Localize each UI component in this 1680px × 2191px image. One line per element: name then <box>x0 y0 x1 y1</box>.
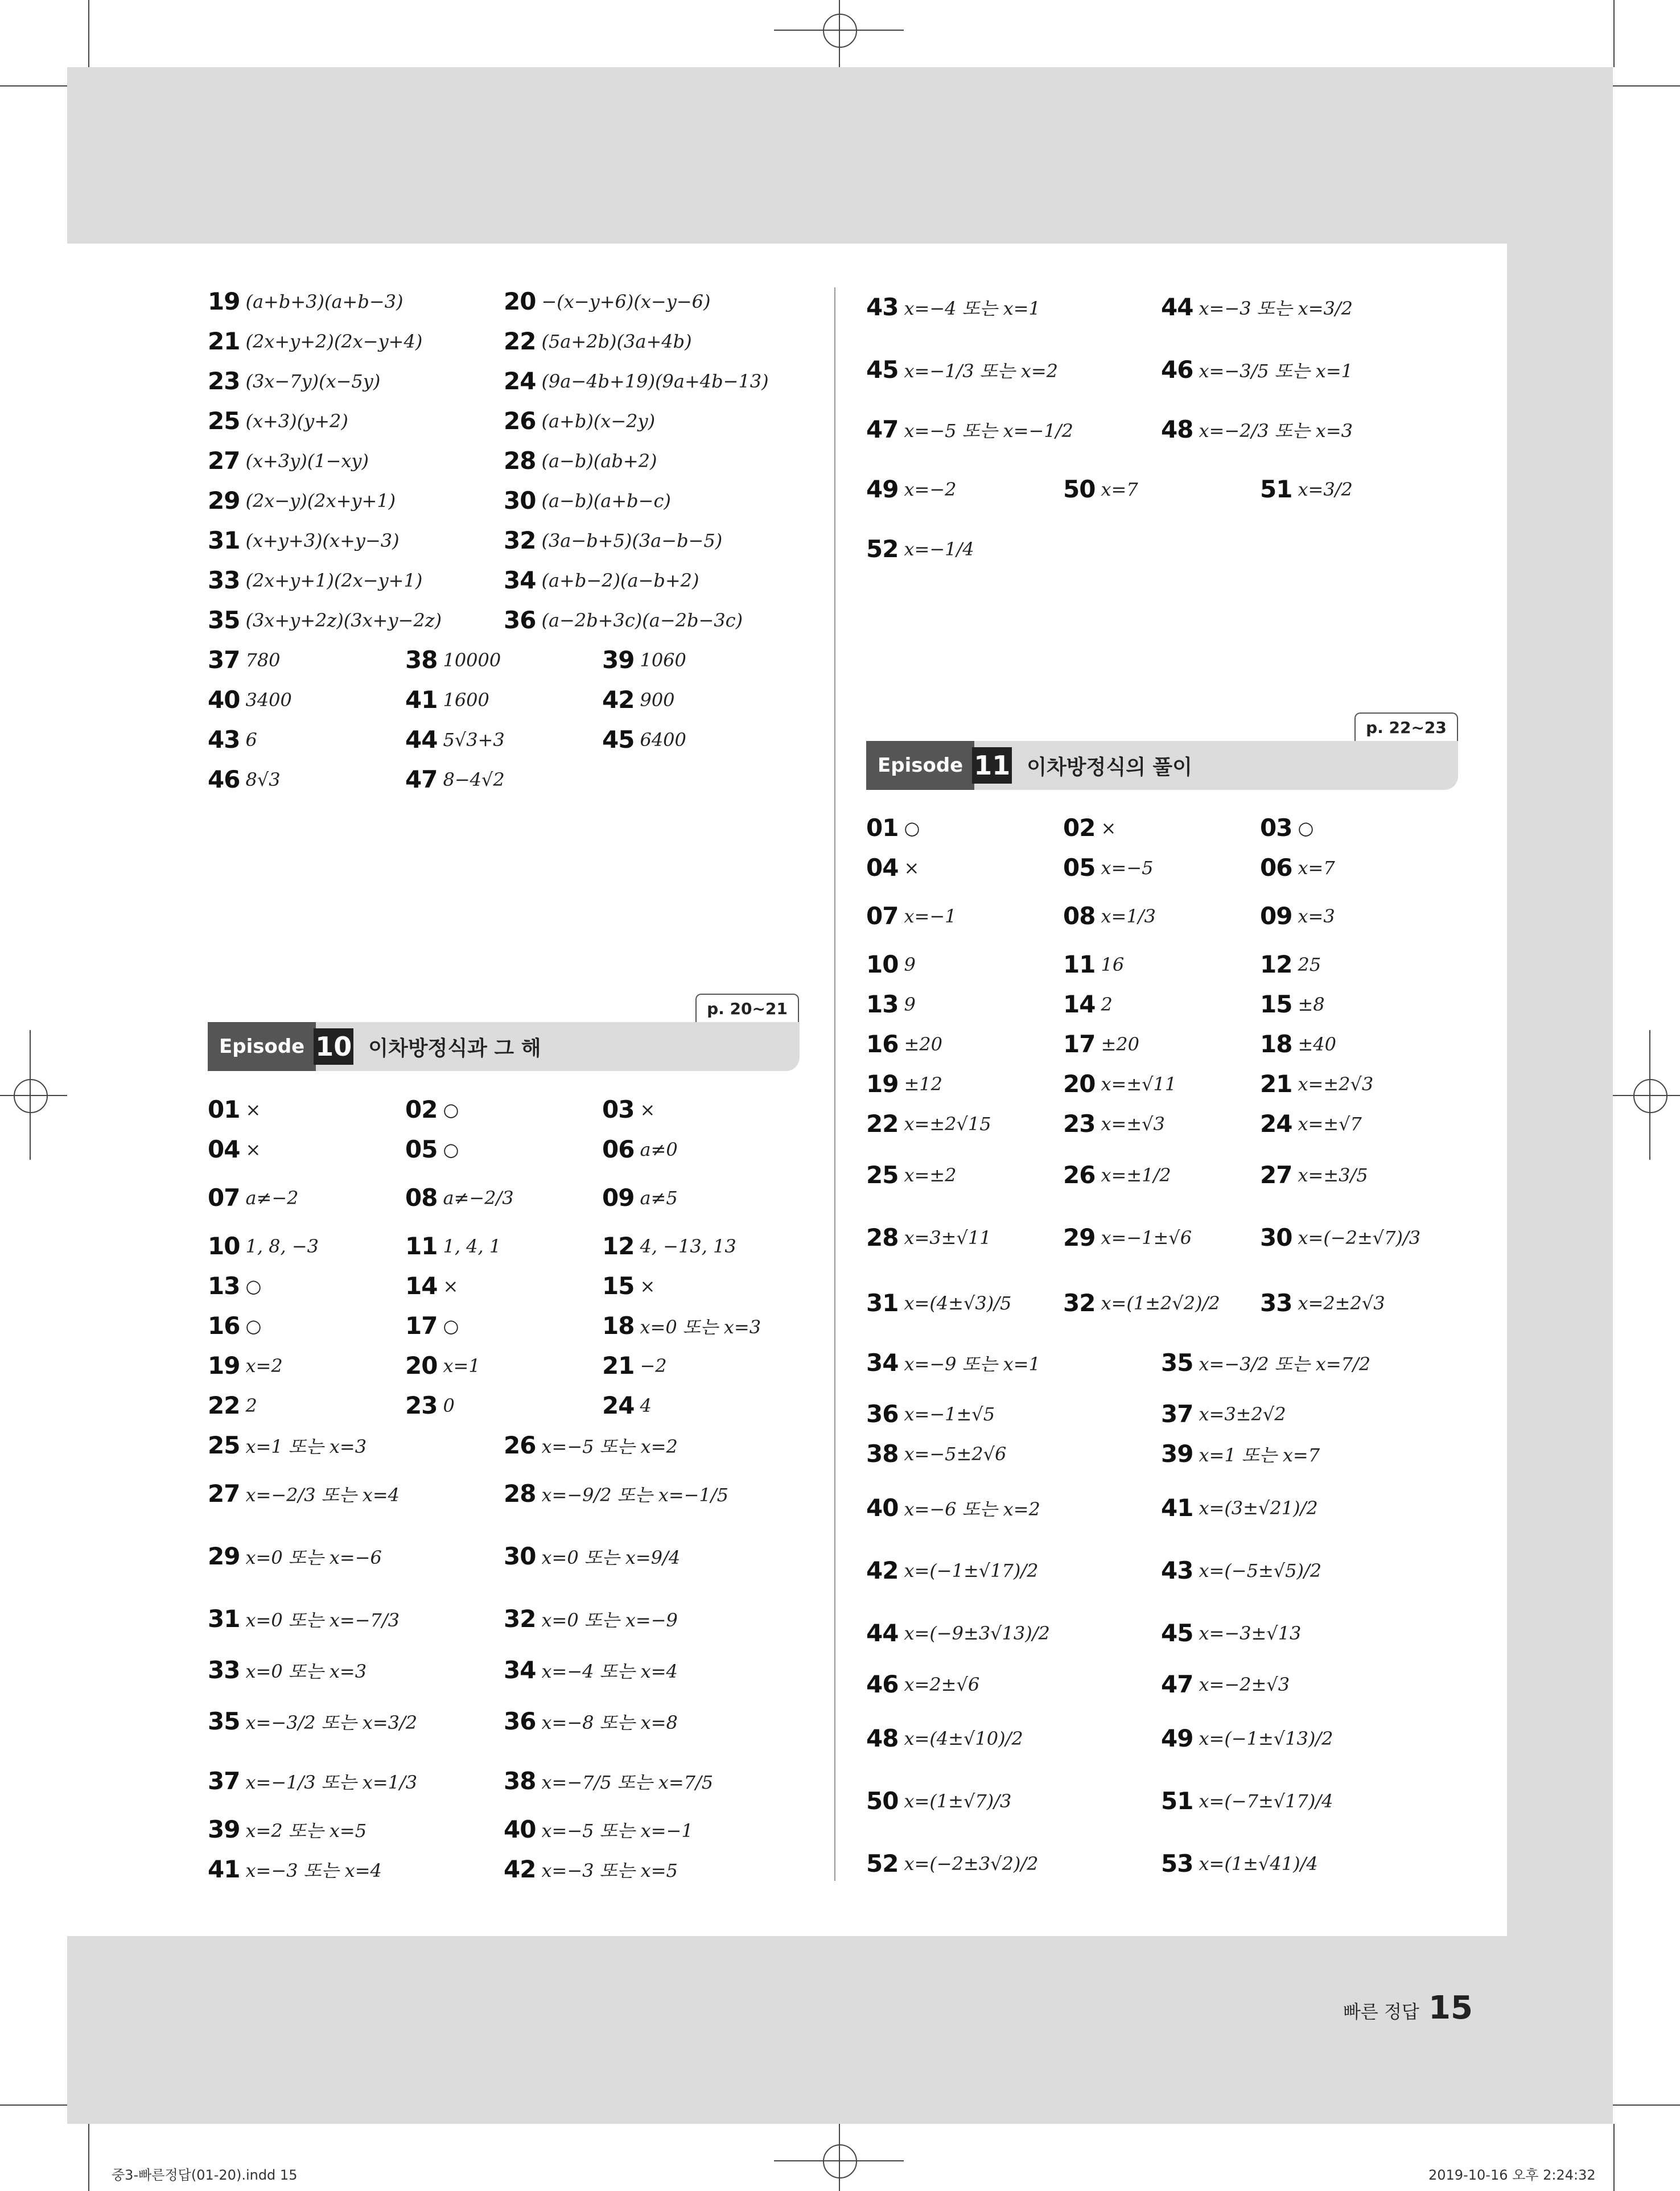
answer-item: 36 x=−1±√5 <box>866 1400 995 1428</box>
answer-item: 31 x=0 또는 x=−7/3 <box>208 1605 400 1633</box>
answer-item: 28 x=3±√11 <box>866 1224 991 1251</box>
answer-item: 43 6 <box>208 726 257 753</box>
answer-item: 12 25 <box>1260 950 1321 978</box>
answer-item: 21 x=±2√3 <box>1260 1070 1374 1098</box>
answer-item: 29 x=−1±√6 <box>1063 1224 1192 1251</box>
answer-item: 19 x=2 <box>208 1352 283 1379</box>
answer-item: 21 −2 <box>602 1352 667 1379</box>
answer-item: 52 x=(−2±3√2)/2 <box>866 1850 1039 1877</box>
answer-item: 36 x=−8 또는 x=8 <box>504 1707 678 1735</box>
answer-item: 04 × <box>208 1135 261 1163</box>
answer-item: 43 x=−4 또는 x=1 <box>866 293 1040 321</box>
answer-item: 27 (x+3y)(1−xy) <box>208 447 369 475</box>
answer-item: 04 × <box>866 854 920 882</box>
answer-item: 49 x=−2 <box>866 475 957 503</box>
registration-mark-icon <box>823 14 857 48</box>
answer-item: 07 x=−1 <box>866 902 957 930</box>
answer-item: 16 ±20 <box>866 1030 942 1058</box>
content-panel-corner-bottom <box>1457 1886 1507 1936</box>
answer-item: 51 x=3/2 <box>1260 475 1353 503</box>
answer-item: 41 x=(3±√21)/2 <box>1161 1494 1318 1522</box>
answer-item: 29 x=0 또는 x=−6 <box>208 1542 382 1570</box>
registration-mark-icon <box>774 30 904 31</box>
right-band <box>1507 244 1613 1936</box>
answer-item: 38 10000 <box>405 646 501 674</box>
answer-item: 33 (2x+y+1)(2x−y+1) <box>208 566 423 594</box>
answer-item: 01 × <box>208 1096 261 1123</box>
answer-item: 14 × <box>405 1272 459 1300</box>
answer-item: 36 (a−2b+3c)(a−2b−3c) <box>504 606 743 634</box>
answer-item: 46 x=2±√6 <box>866 1670 980 1698</box>
trim-line <box>1613 0 1615 67</box>
answer-item: 23 0 <box>405 1391 455 1419</box>
print-slug-date: 2019-10-16 오후 2:24:32 <box>1428 2167 1596 2183</box>
answer-item: 15 ±8 <box>1260 990 1325 1018</box>
answer-item: 18 x=0 또는 x=3 <box>602 1312 761 1340</box>
trim-line <box>1613 2124 1615 2191</box>
content-panel-corner <box>1457 244 1507 294</box>
answer-item: 30 (a−b)(a+b−c) <box>504 487 671 514</box>
answer-item: 03 × <box>602 1096 656 1123</box>
answer-item: 44 x=−3 또는 x=3/2 <box>1161 293 1353 321</box>
answer-item: 24 (9a−4b+19)(9a+4b−13) <box>504 367 769 395</box>
registration-mark-icon <box>1649 1030 1650 1160</box>
answer-item: 23 x=±√3 <box>1063 1110 1165 1138</box>
answer-item: 19 (a+b+3)(a+b−3) <box>208 287 403 315</box>
trim-line <box>1613 2104 1680 2106</box>
answer-item: 11 1, 4, 1 <box>405 1232 501 1260</box>
answer-item: 39 x=2 또는 x=5 <box>208 1815 367 1843</box>
trim-line <box>0 85 67 87</box>
answer-item: 33 x=0 또는 x=3 <box>208 1656 367 1684</box>
episode-header <box>208 1022 800 1071</box>
top-band <box>67 67 1613 244</box>
answer-item: 34 (a+b−2)(a−b+2) <box>504 566 699 594</box>
answer-item: 12 4, −13, 13 <box>602 1232 736 1260</box>
answer-item: 50 x=(1±√7)/3 <box>866 1787 1012 1815</box>
answer-item: 40 x=−5 또는 x=−1 <box>504 1815 693 1843</box>
answer-item: 20 −(x−y+6)(x−y−6) <box>504 287 711 315</box>
episode-header <box>866 741 1458 790</box>
answer-item: 28 x=−9/2 또는 x=−1/5 <box>504 1480 728 1508</box>
registration-mark-icon <box>1613 1095 1680 1096</box>
answer-item: 24 x=±√7 <box>1260 1110 1362 1138</box>
print-slug-file: 중3-빠른정답(01-20).indd 15 <box>112 2167 298 2183</box>
answer-item: 45 x=−1/3 또는 x=2 <box>866 356 1059 384</box>
answer-item: 44 5√3+3 <box>405 726 505 753</box>
answer-item: 26 (a+b)(x−2y) <box>504 407 656 435</box>
answer-item: 16 ○ <box>208 1312 262 1340</box>
answer-item: 40 x=−6 또는 x=2 <box>866 1494 1040 1522</box>
answer-item: 08 a≠−2/3 <box>405 1184 514 1212</box>
registration-mark-icon <box>823 2144 857 2178</box>
answer-item: 42 x=(−1±√17)/2 <box>866 1556 1039 1584</box>
answer-item: 39 x=1 또는 x=7 <box>1161 1440 1320 1468</box>
answer-item: 37 x=3±2√2 <box>1161 1400 1286 1428</box>
answer-item: 46 x=−3/5 또는 x=1 <box>1161 356 1353 384</box>
answer-item: 07 a≠−2 <box>208 1184 299 1212</box>
answer-item: 13 ○ <box>208 1272 262 1300</box>
answer-item: 53 x=(1±√41)/4 <box>1161 1850 1318 1877</box>
answer-item: 34 x=−4 또는 x=4 <box>504 1656 678 1684</box>
answer-item: 46 8√3 <box>208 765 281 793</box>
trim-line <box>88 0 89 67</box>
answer-item: 26 x=±1/2 <box>1063 1161 1171 1189</box>
answer-item: 23 (3x−7y)(x−5y) <box>208 367 381 395</box>
answer-item: 02 ○ <box>405 1096 459 1123</box>
answer-item: 49 x=(−1±√13)/2 <box>1161 1724 1333 1752</box>
answer-item: 21 (2x+y+2)(2x−y+4) <box>208 327 423 355</box>
answer-item: 48 x=−2/3 또는 x=3 <box>1161 415 1353 443</box>
bottom-band <box>67 1936 1613 2124</box>
answer-item: 14 2 <box>1063 990 1113 1018</box>
answer-item: 08 x=1/3 <box>1063 902 1156 930</box>
answer-item: 27 x=±3/5 <box>1260 1161 1368 1189</box>
answer-item: 06 x=7 <box>1260 854 1335 882</box>
trim-line <box>0 2104 67 2106</box>
answer-item: 41 1600 <box>405 686 489 714</box>
episode-number: 11 <box>972 747 1012 784</box>
registration-mark-icon <box>839 0 840 67</box>
episode-label: Episode <box>866 741 974 790</box>
episode-label: Episode <box>208 1022 316 1071</box>
answer-item: 51 x=(−7±√17)/4 <box>1161 1787 1333 1815</box>
answer-item: 30 x=0 또는 x=9/4 <box>504 1542 681 1570</box>
answer-item: 20 x=±√11 <box>1063 1070 1177 1098</box>
answer-item: 31 (x+y+3)(x+y−3) <box>208 526 400 554</box>
answer-item: 35 x=−3/2 또는 x=7/2 <box>1161 1349 1371 1377</box>
answer-item: 34 x=−9 또는 x=1 <box>866 1349 1040 1377</box>
answer-item: 22 (5a+2b)(3a+4b) <box>504 327 692 355</box>
answer-item: 47 x=−2±√3 <box>1161 1670 1290 1698</box>
answer-item: 45 x=−3±√13 <box>1161 1619 1302 1647</box>
answer-item: 37 x=−1/3 또는 x=1/3 <box>208 1767 418 1795</box>
answer-item: 15 × <box>602 1272 656 1300</box>
answer-item: 11 16 <box>1063 950 1125 978</box>
registration-mark-icon <box>30 1030 31 1160</box>
answer-item: 41 x=−3 또는 x=4 <box>208 1855 382 1883</box>
answer-item: 33 x=2±2√3 <box>1260 1289 1385 1317</box>
answer-item: 25 x=±2 <box>866 1161 957 1189</box>
answer-item: 31 x=(4±√3)/5 <box>866 1289 1012 1317</box>
answer-item: 22 x=±2√15 <box>866 1110 991 1138</box>
answer-item: 30 x=(−2±√7)/3 <box>1260 1224 1421 1251</box>
answer-item: 42 900 <box>602 686 675 714</box>
answer-item: 43 x=(−5±√5)/2 <box>1161 1556 1322 1584</box>
answer-item: 19 ±12 <box>866 1070 942 1098</box>
answer-item: 27 x=−2/3 또는 x=4 <box>208 1480 400 1508</box>
answer-item: 13 9 <box>866 990 916 1018</box>
column-divider <box>834 287 835 1881</box>
answer-item: 10 9 <box>866 950 916 978</box>
registration-mark-icon <box>1633 1079 1667 1113</box>
answer-item: 05 x=−5 <box>1063 854 1154 882</box>
episode-title: 이차방정식의 풀이 <box>1027 755 1192 779</box>
page-number: 15 <box>1428 1990 1473 2027</box>
answer-item: 48 x=(4±√10)/2 <box>866 1724 1023 1752</box>
answer-item: 17 ○ <box>405 1312 459 1340</box>
answer-item: 02 × <box>1063 814 1117 842</box>
registration-mark-icon <box>14 1079 48 1113</box>
answer-item: 45 6400 <box>602 726 686 753</box>
answer-item: 32 (3a−b+5)(3a−b−5) <box>504 526 723 554</box>
answer-item: 38 x=−5±2√6 <box>866 1440 1007 1468</box>
episode-title: 이차방정식과 그 해 <box>368 1036 541 1060</box>
page-range-tab: p. 22~23 <box>1354 713 1458 741</box>
episode-number: 10 <box>314 1028 353 1065</box>
answer-item: 05 ○ <box>405 1135 459 1163</box>
answer-item: 47 8−4√2 <box>405 765 505 793</box>
answer-item: 24 4 <box>602 1391 652 1419</box>
answer-item: 39 1060 <box>602 646 686 674</box>
answer-item: 40 3400 <box>208 686 292 714</box>
answer-item: 32 x=0 또는 x=−9 <box>504 1605 678 1633</box>
answer-item: 20 x=1 <box>405 1352 480 1379</box>
answer-item: 35 x=−3/2 또는 x=3/2 <box>208 1707 418 1735</box>
footer-label: 빠른 정답 <box>1343 2001 1419 2023</box>
answer-item: 22 2 <box>208 1391 257 1419</box>
page-range-tab: p. 20~21 <box>695 994 799 1022</box>
answer-item: 28 (a−b)(ab+2) <box>504 447 657 475</box>
registration-mark-icon <box>774 2160 904 2161</box>
answer-item: 25 x=1 또는 x=3 <box>208 1431 367 1459</box>
answer-item: 32 x=(1±2√2)/2 <box>1063 1289 1220 1317</box>
answer-item: 18 ±40 <box>1260 1030 1336 1058</box>
trim-line <box>1613 85 1680 87</box>
answer-item: 25 (x+3)(y+2) <box>208 407 348 435</box>
answer-item: 26 x=−5 또는 x=2 <box>504 1431 678 1459</box>
answer-item: 09 x=3 <box>1260 902 1335 930</box>
answer-item: 01 ○ <box>866 814 920 842</box>
answer-item: 17 ±20 <box>1063 1030 1139 1058</box>
answer-item: 52 x=−1/4 <box>866 535 974 563</box>
answer-item: 29 (2x−y)(2x+y+1) <box>208 487 396 514</box>
answer-item: 06 a≠0 <box>602 1135 678 1163</box>
answer-item: 47 x=−5 또는 x=−1/2 <box>866 415 1073 443</box>
answer-item: 44 x=(−9±3√13)/2 <box>866 1619 1050 1647</box>
answer-item: 03 ○ <box>1260 814 1314 842</box>
answer-item: 50 x=7 <box>1063 475 1138 503</box>
trim-line <box>88 2124 89 2191</box>
answer-item: 38 x=−7/5 또는 x=7/5 <box>504 1767 714 1795</box>
answer-item: 10 1, 8, −3 <box>208 1232 319 1260</box>
answer-item: 35 (3x+y+2z)(3x+y−2z) <box>208 606 442 634</box>
answer-item: 42 x=−3 또는 x=5 <box>504 1855 678 1883</box>
answer-item: 09 a≠5 <box>602 1184 678 1212</box>
registration-mark-icon <box>0 1095 67 1096</box>
answer-item: 37 780 <box>208 646 281 674</box>
registration-mark-icon <box>839 2124 840 2191</box>
